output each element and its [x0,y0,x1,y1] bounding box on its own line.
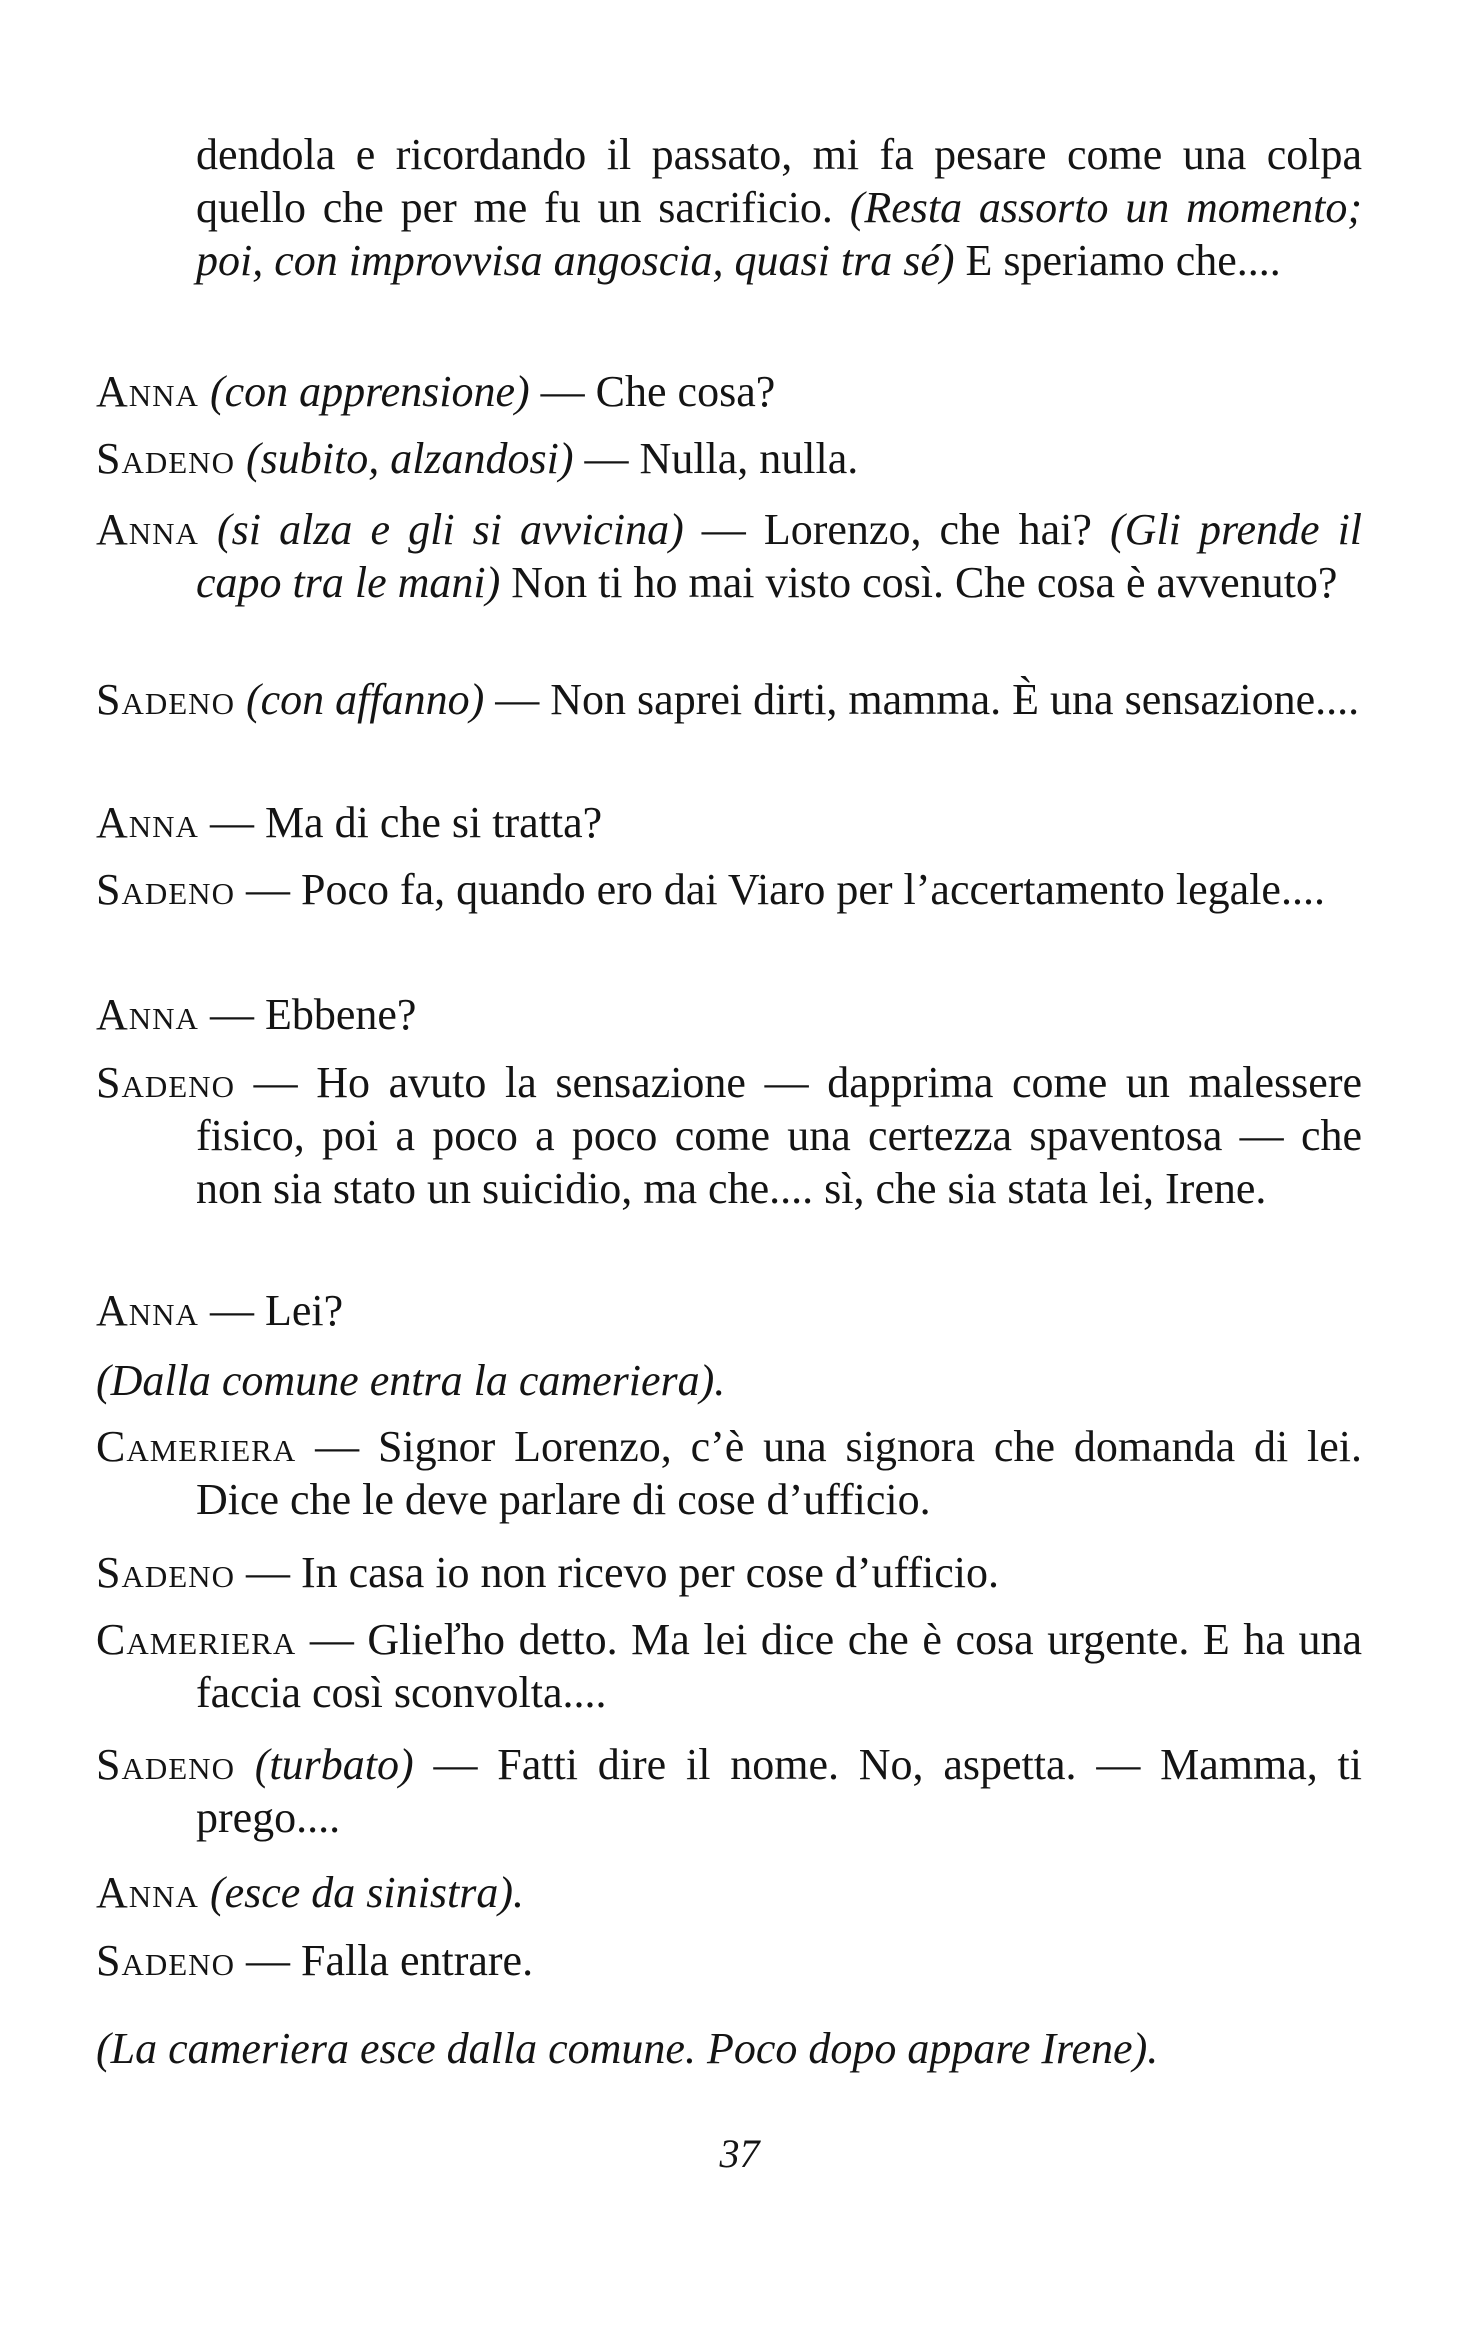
dialogue-line [96,365,1362,418]
dialogue-text: — Signor Lorenzo, c’è una signora che domanda di lei. Dice che le deve parlare di cose d’ufficio. [196,1422,1363,1524]
speaker-name: Sadeno [96,434,235,483]
dialogue-text: — Lei? [209,1286,344,1335]
speaker-name: Sadeno [96,1548,235,1597]
stage-direction-line: (Dalla comune entra la cameriera). [96,1356,726,1405]
speaker-name: Anna [96,990,199,1039]
stage-direction: (con affanno) [245,675,485,724]
speaker-name: Cameriera [96,1422,297,1471]
stage-direction: (subito, alzandosi) [245,434,574,483]
dialogue-line [96,1866,1362,1919]
speaker-name: Sadeno [96,1740,235,1789]
dialogue-text: — Ebbene? [209,990,417,1039]
dialogue-line [96,796,1362,849]
dialogue-line [96,1056,1362,1215]
stage-direction-line: (La cameriera esce dalla comune. Poco dopo appare Irene). [96,2024,1159,2073]
dialogue-line [96,503,1362,609]
dialogue-text: — Poco fa, quando ero dai Viaro per l’accertamento legale.... [245,865,1325,914]
dialogue-text: dendola e ricordando il passato, mi fa pesare come una colpa quello che per me fu un sacrificio. [196,130,1362,232]
speaker-name: Anna [96,798,199,847]
dialogue-line [96,988,1362,1041]
dialogue-line [96,432,1362,485]
dialogue-text: — In casa io non ricevo per cose d’ufficio. [245,1548,999,1597]
speaker-name: Sadeno [96,1058,235,1107]
speaker-name: Cameriera [96,1615,297,1664]
dialogue-line [96,1284,1362,1337]
dialogue-text: — Falla entrare. [245,1936,534,1985]
dialogue-text: E speriamo che.... [965,236,1281,285]
speaker-name: Anna [96,1868,199,1917]
dialogue-text: — Lorenzo, che hai? [701,505,1092,554]
stage-direction: (Resta assorto un momento; poi, con improvvisa angoscia, quasi tra sé) [196,183,1362,285]
speaker-name: Sadeno [96,1936,235,1985]
stage-direction: (Gli prende il capo tra le mani) [196,505,1363,607]
speaker-name: Sadeno [96,675,235,724]
speaker-name: Anna [96,1286,199,1335]
speaker-name: Sadeno [96,865,235,914]
dialogue-text: — Glieľho detto. Ma lei dice che è cosa urgente. E ha una faccia così sconvolta.... [196,1615,1363,1717]
dialogue-text: Non ti ho mai visto così. Che cosa è avvenuto? [511,558,1338,607]
dialogue-text: — Che cosa? [540,367,776,416]
page-number: 37 [719,2131,760,2176]
speaker-name: Anna [96,505,199,554]
dialogue-line [96,1613,1362,1719]
dialogue-line [96,1546,1362,1599]
stage-direction: (con apprensione) [209,367,530,416]
stage-direction: (si alza e gli si avvicina) [217,505,684,554]
dialogue-continuation [196,128,1362,287]
dialogue-text: — Ho avuto la sensazione — dapprima come un malessere fisico, poi a poco a poco come una certezza spaventosa — che non sia stato un suicidio, ma che.... sì, che sia stata lei, Irene. [196,1058,1362,1213]
dialogue-line [96,1420,1362,1526]
dialogue-text: — Nulla, nulla. [584,434,859,483]
stage-direction: (esce da sinistra). [209,1868,524,1917]
dialogue-line [96,673,1362,726]
dialogue-text: — Fatti dire il nome. No, aspetta. — Mamma, ti prego.... [196,1740,1363,1842]
dialogue-text: — Non saprei dirti, mamma. È una sensazione.... [495,675,1360,724]
stage-direction: (turbato) [254,1740,414,1789]
dialogue-line [96,1934,1362,1987]
speaker-name: Anna [96,367,199,416]
dialogue-line [96,1738,1362,1844]
dialogue-text: — Ma di che si tratta? [209,798,603,847]
dialogue-line [96,863,1362,916]
